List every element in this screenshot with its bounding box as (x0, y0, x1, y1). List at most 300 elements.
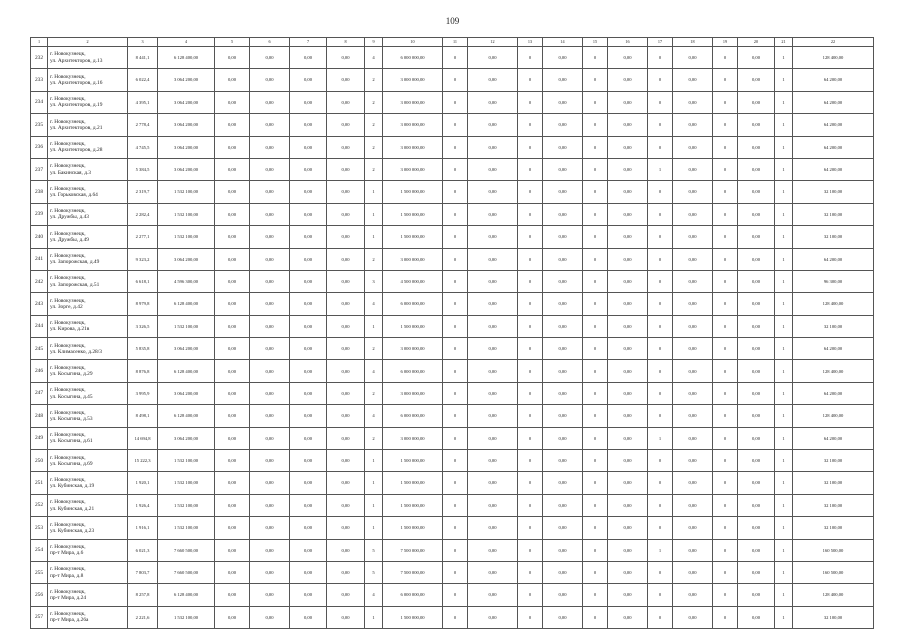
value-cell: 0,00 (215, 47, 250, 69)
column-number: 3 (128, 38, 158, 47)
value-cell: 0 (648, 91, 673, 113)
address-city: г. Новокузнецк, (50, 297, 86, 304)
value-cell: 0 (443, 181, 468, 203)
row-number: 245 (31, 338, 48, 360)
value-cell: 5 (365, 539, 383, 561)
column-number: 20 (738, 38, 775, 47)
value-cell: 0,00 (738, 338, 775, 360)
value-cell: 64 200,00 (793, 382, 874, 404)
value-cell: 0,00 (327, 114, 365, 136)
value-cell: 1 (775, 203, 793, 225)
value-cell: 0 (713, 248, 738, 270)
value-cell: 8 441,1 (128, 47, 158, 69)
value-cell: 7 500 000,00 (383, 561, 443, 583)
value-cell: 0,00 (608, 136, 648, 158)
value-cell: 0,00 (543, 561, 583, 583)
value-cell: 0,00 (290, 472, 327, 494)
value-cell: 32 100,00 (793, 226, 874, 248)
value-cell: 0 (443, 293, 468, 315)
value-cell: 0 (583, 450, 608, 472)
value-cell: 4 (365, 584, 383, 606)
value-cell: 0,00 (673, 181, 713, 203)
value-cell: 0,00 (608, 517, 648, 539)
value-cell: 0,00 (468, 315, 518, 337)
value-cell: 0,00 (215, 315, 250, 337)
value-cell: 0,00 (250, 427, 290, 449)
value-cell: 6 000 000,00 (383, 47, 443, 69)
value-cell: 0,00 (608, 226, 648, 248)
value-cell: 0,00 (327, 360, 365, 382)
value-cell: 0,00 (673, 405, 713, 427)
value-cell: 0,00 (608, 382, 648, 404)
value-cell: 0,00 (673, 606, 713, 628)
row-number: 249 (31, 427, 48, 449)
address-city: г. Новокузнецк, (50, 118, 86, 125)
address-city: г. Новокузнецк, (50, 275, 86, 282)
value-cell: 0,00 (738, 203, 775, 225)
value-cell: 0,00 (543, 158, 583, 180)
value-cell: 0 (648, 360, 673, 382)
value-cell: 0,00 (250, 47, 290, 69)
value-cell: 0 (443, 584, 468, 606)
value-cell: 0,00 (738, 136, 775, 158)
value-cell: 3 000 000,00 (383, 338, 443, 360)
value-cell: 1 (775, 450, 793, 472)
value-cell: 0,00 (673, 293, 713, 315)
value-cell: 0,00 (290, 69, 327, 91)
value-cell: 1 500 000,00 (383, 315, 443, 337)
value-cell: 0,00 (215, 561, 250, 583)
value-cell: 0,00 (290, 136, 327, 158)
value-cell: 0,00 (673, 338, 713, 360)
row-number: 232 (31, 47, 48, 69)
address-city: г. Новокузнецк, (50, 432, 86, 439)
value-cell: 0,00 (543, 405, 583, 427)
value-cell: 0,00 (250, 606, 290, 628)
address-cell (48, 226, 128, 248)
value-cell: 3 064 200,00 (158, 91, 215, 113)
value-cell: 0 (443, 158, 468, 180)
value-cell: 0,00 (543, 248, 583, 270)
value-cell: 0,00 (608, 293, 648, 315)
value-cell: 0,00 (290, 360, 327, 382)
value-cell: 0 (518, 226, 543, 248)
value-cell: 1 532 100,00 (158, 226, 215, 248)
value-cell: 0,00 (543, 450, 583, 472)
value-cell: 0,00 (673, 203, 713, 225)
value-cell: 0,00 (327, 91, 365, 113)
value-cell: 4 (365, 293, 383, 315)
value-cell: 0,00 (608, 606, 648, 628)
value-cell: 0,00 (468, 47, 518, 69)
address-cell (48, 450, 128, 472)
value-cell: 8 498,1 (128, 405, 158, 427)
value-cell: 5 (365, 561, 383, 583)
value-cell: 0,00 (327, 382, 365, 404)
value-cell: 0 (518, 382, 543, 404)
value-cell: 0,00 (250, 69, 290, 91)
value-cell: 2 (365, 382, 383, 404)
value-cell: 5 384,5 (128, 158, 158, 180)
value-cell: 0 (713, 114, 738, 136)
value-cell: 0,00 (215, 203, 250, 225)
value-cell: 0,00 (215, 517, 250, 539)
value-cell: 0 (648, 584, 673, 606)
address-cell (48, 248, 128, 270)
value-cell: 0 (583, 203, 608, 225)
value-cell: 0,00 (608, 539, 648, 561)
value-cell: 0,00 (608, 47, 648, 69)
value-cell: 0,00 (468, 248, 518, 270)
value-cell: 0 (648, 494, 673, 516)
address-street: пр-т Мира, д.26а (50, 617, 89, 624)
value-cell: 0,00 (468, 360, 518, 382)
value-cell: 0,00 (327, 270, 365, 292)
value-cell: 0,00 (250, 315, 290, 337)
value-cell: 6 128 400,00 (158, 584, 215, 606)
value-cell: 0 (583, 91, 608, 113)
value-cell: 2 (365, 248, 383, 270)
value-cell: 0,00 (215, 114, 250, 136)
value-cell: 4 745,5 (128, 136, 158, 158)
value-cell: 3 000 000,00 (383, 91, 443, 113)
value-cell: 0 (583, 69, 608, 91)
address-street: ул. Дружбы, д.43 (50, 214, 89, 221)
column-number-row (31, 38, 874, 47)
value-cell: 1 (775, 226, 793, 248)
value-cell: 0,00 (327, 158, 365, 180)
value-cell: 0 (583, 494, 608, 516)
value-cell: 0 (648, 114, 673, 136)
value-cell: 3 064 200,00 (158, 69, 215, 91)
column-number: 8 (327, 38, 365, 47)
value-cell: 96 300,00 (793, 270, 874, 292)
value-cell: 8 876,8 (128, 360, 158, 382)
address-street: ул. Косыгина, д.45 (50, 393, 93, 400)
value-cell: 0,00 (327, 606, 365, 628)
value-cell: 0,00 (250, 91, 290, 113)
value-cell: 0,00 (468, 472, 518, 494)
value-cell: 6 000 000,00 (383, 360, 443, 382)
value-cell: 0 (648, 293, 673, 315)
column-number: 5 (215, 38, 250, 47)
value-cell: 0 (443, 405, 468, 427)
value-cell: 0,00 (215, 450, 250, 472)
value-cell: 0 (583, 405, 608, 427)
table-row (31, 293, 874, 315)
value-cell: 1 532 100,00 (158, 450, 215, 472)
value-cell: 4 (365, 47, 383, 69)
value-cell: 0,00 (327, 248, 365, 270)
value-cell: 7 660 500,00 (158, 539, 215, 561)
row-number: 254 (31, 539, 48, 561)
address-cell (48, 517, 128, 539)
address-city: г. Новокузнецк, (50, 185, 86, 192)
row-number: 255 (31, 561, 48, 583)
value-cell: 0,00 (738, 91, 775, 113)
value-cell: 0,00 (250, 136, 290, 158)
value-cell: 0 (713, 382, 738, 404)
value-cell: 64 200,00 (793, 338, 874, 360)
value-cell: 6 022,4 (128, 69, 158, 91)
value-cell: 1 (775, 606, 793, 628)
value-cell: 0 (518, 248, 543, 270)
value-cell: 0 (583, 47, 608, 69)
value-cell: 0,00 (673, 472, 713, 494)
address-cell (48, 91, 128, 113)
value-cell: 0,00 (250, 270, 290, 292)
value-cell: 0,00 (468, 606, 518, 628)
address-cell (48, 114, 128, 136)
value-cell: 6 128 400,00 (158, 47, 215, 69)
value-cell: 0,00 (290, 181, 327, 203)
value-cell: 2 (365, 338, 383, 360)
value-cell: 0,00 (468, 494, 518, 516)
value-cell: 0 (713, 561, 738, 583)
value-cell: 1 (365, 181, 383, 203)
value-cell: 1 (365, 203, 383, 225)
table-row (31, 203, 874, 225)
address-street: ул. Косыгина, д.69 (50, 460, 93, 467)
value-cell: 0 (583, 270, 608, 292)
value-cell: 0,00 (327, 293, 365, 315)
row-number: 253 (31, 517, 48, 539)
value-cell: 1 920,1 (128, 472, 158, 494)
value-cell: 1 (365, 494, 383, 516)
value-cell: 14 694,8 (128, 427, 158, 449)
value-cell: 0,00 (327, 450, 365, 472)
address-cell (48, 405, 128, 427)
value-cell: 0,00 (250, 517, 290, 539)
value-cell: 0,00 (290, 517, 327, 539)
value-cell: 0,00 (215, 494, 250, 516)
value-cell: 0 (518, 181, 543, 203)
value-cell: 0,00 (215, 293, 250, 315)
value-cell: 0 (713, 270, 738, 292)
row-number: 250 (31, 450, 48, 472)
value-cell: 0,00 (215, 427, 250, 449)
value-cell: 0 (518, 47, 543, 69)
address-street: пр-т Мира, д.6 (50, 550, 84, 557)
value-cell: 0,00 (468, 584, 518, 606)
value-cell: 0,00 (290, 494, 327, 516)
value-cell: 0 (713, 360, 738, 382)
value-cell: 0 (648, 248, 673, 270)
value-cell: 0 (518, 293, 543, 315)
value-cell: 0,00 (468, 450, 518, 472)
value-cell: 0,00 (738, 114, 775, 136)
table-row (31, 114, 874, 136)
value-cell: 0,00 (290, 427, 327, 449)
column-number: 18 (673, 38, 713, 47)
address-street: пр-т Мира, д.24 (50, 595, 87, 602)
value-cell: 3 064 200,00 (158, 338, 215, 360)
value-cell: 0,00 (215, 270, 250, 292)
value-cell: 0,00 (608, 450, 648, 472)
row-number: 242 (31, 270, 48, 292)
address-cell (48, 69, 128, 91)
value-cell: 0 (443, 382, 468, 404)
row-number: 244 (31, 315, 48, 337)
value-cell: 1 532 100,00 (158, 203, 215, 225)
value-cell: 0 (443, 114, 468, 136)
value-cell: 32 100,00 (793, 517, 874, 539)
value-cell: 0 (713, 405, 738, 427)
value-cell: 0 (713, 606, 738, 628)
value-cell: 0 (443, 203, 468, 225)
value-cell: 0 (713, 517, 738, 539)
value-cell: 0 (443, 47, 468, 69)
address-street: ул. Косыгина, д.29 (50, 371, 93, 378)
value-cell: 2 778,4 (128, 114, 158, 136)
value-cell: 0,00 (215, 472, 250, 494)
value-cell: 0,00 (543, 91, 583, 113)
value-cell: 0,00 (290, 405, 327, 427)
value-cell: 0,00 (327, 226, 365, 248)
value-cell: 0,00 (250, 494, 290, 516)
value-cell: 0,00 (543, 69, 583, 91)
value-cell: 0,00 (468, 181, 518, 203)
value-cell: 0,00 (290, 561, 327, 583)
table-row (31, 158, 874, 180)
value-cell: 0,00 (215, 158, 250, 180)
value-cell: 0 (583, 315, 608, 337)
value-cell: 0,00 (608, 561, 648, 583)
value-cell: 0,00 (738, 561, 775, 583)
value-cell: 0 (518, 606, 543, 628)
value-cell: 160 500,00 (793, 539, 874, 561)
value-cell: 0,00 (468, 539, 518, 561)
value-cell: 0 (518, 450, 543, 472)
value-cell: 9 323,2 (128, 248, 158, 270)
value-cell: 3 064 200,00 (158, 158, 215, 180)
value-cell: 0,00 (250, 450, 290, 472)
address-street: ул. Кубинская, д.23 (50, 527, 95, 534)
address-street: пр-т Мира, д.8 (50, 572, 84, 579)
value-cell: 0 (443, 338, 468, 360)
value-cell: 2 319,7 (128, 181, 158, 203)
table-row (31, 69, 874, 91)
value-cell: 0,00 (327, 427, 365, 449)
value-cell: 0,00 (673, 270, 713, 292)
value-cell: 0 (648, 69, 673, 91)
value-cell: 2 (365, 427, 383, 449)
value-cell: 0 (713, 226, 738, 248)
address-city: г. Новокузнецк, (50, 476, 86, 483)
value-cell: 0,00 (250, 248, 290, 270)
value-cell: 0,00 (673, 450, 713, 472)
value-cell: 1 (775, 584, 793, 606)
value-cell: 0,00 (673, 226, 713, 248)
value-cell: 1 (775, 114, 793, 136)
value-cell: 0,00 (215, 584, 250, 606)
value-cell: 0,00 (290, 114, 327, 136)
value-cell: 64 200,00 (793, 158, 874, 180)
row-number: 248 (31, 405, 48, 427)
value-cell: 1 (775, 181, 793, 203)
value-cell: 128 400,00 (793, 584, 874, 606)
value-cell: 0 (518, 494, 543, 516)
value-cell: 0 (443, 226, 468, 248)
address-city: г. Новокузнецк, (50, 364, 86, 371)
address-street: ул. Запорожская, д.51 (50, 281, 100, 288)
value-cell: 0 (713, 158, 738, 180)
value-cell: 0 (583, 561, 608, 583)
value-cell: 0,00 (327, 584, 365, 606)
value-cell: 32 100,00 (793, 606, 874, 628)
value-cell: 0,00 (250, 226, 290, 248)
row-number: 240 (31, 226, 48, 248)
value-cell: 0,00 (738, 606, 775, 628)
column-number: 15 (583, 38, 608, 47)
value-cell: 1 500 000,00 (383, 181, 443, 203)
value-cell: 0,00 (468, 405, 518, 427)
value-cell: 0,00 (468, 338, 518, 360)
value-cell: 1 (365, 226, 383, 248)
value-cell: 1 (775, 338, 793, 360)
value-cell: 0,00 (215, 136, 250, 158)
value-cell: 0,00 (673, 315, 713, 337)
value-cell: 0,00 (327, 405, 365, 427)
value-cell: 0,00 (738, 517, 775, 539)
address-city: г. Новокузнецк, (50, 409, 86, 416)
value-cell: 1 (775, 494, 793, 516)
table-row (31, 47, 874, 69)
value-cell: 0 (648, 472, 673, 494)
value-cell: 0 (583, 360, 608, 382)
row-number: 251 (31, 472, 48, 494)
value-cell: 0,00 (738, 584, 775, 606)
column-number: 11 (443, 38, 468, 47)
value-cell: 0 (583, 114, 608, 136)
value-cell: 0,00 (608, 427, 648, 449)
value-cell: 0,00 (543, 47, 583, 69)
value-cell: 0,00 (250, 114, 290, 136)
value-cell: 7 660 500,00 (158, 561, 215, 583)
value-cell: 0,00 (738, 69, 775, 91)
value-cell: 0 (443, 494, 468, 516)
column-number: 21 (775, 38, 793, 47)
value-cell: 0 (713, 427, 738, 449)
value-cell: 1 500 000,00 (383, 450, 443, 472)
value-cell: 0,00 (738, 270, 775, 292)
value-cell: 0,00 (215, 338, 250, 360)
column-number: 17 (648, 38, 673, 47)
value-cell: 0,00 (608, 472, 648, 494)
value-cell: 1 (775, 382, 793, 404)
value-cell: 160 500,00 (793, 561, 874, 583)
address-street: ул. Архитекторов, д.16 (50, 80, 103, 87)
value-cell: 2 (365, 91, 383, 113)
address-city: г. Новокузнецк, (50, 73, 86, 80)
address-street: ул. Косыгина, д.53 (50, 415, 93, 422)
column-number: 10 (383, 38, 443, 47)
address-street: ул. Дружбы, д.49 (50, 236, 89, 243)
address-street: ул. Кубинская, д.19 (50, 483, 95, 490)
value-cell: 0,00 (543, 181, 583, 203)
value-cell: 0 (443, 450, 468, 472)
value-cell: 0,00 (468, 226, 518, 248)
address-city: г. Новокузнецк, (50, 163, 86, 170)
value-cell: 0,00 (673, 517, 713, 539)
value-cell: 0 (648, 606, 673, 628)
value-cell: 0,00 (290, 91, 327, 113)
table-row (31, 91, 874, 113)
value-cell: 0 (583, 427, 608, 449)
table-row (31, 226, 874, 248)
value-cell: 1 (775, 136, 793, 158)
value-cell: 3 995,9 (128, 382, 158, 404)
